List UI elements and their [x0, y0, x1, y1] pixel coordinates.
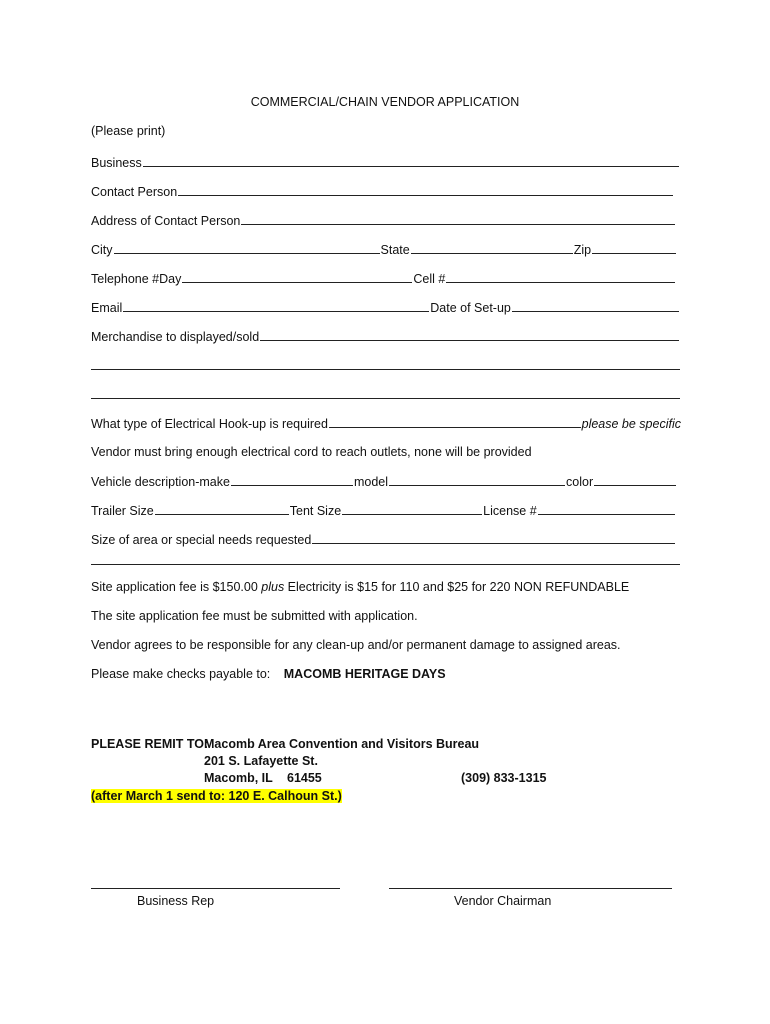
- checks-payee: MACOMB HERITAGE DAYS: [283, 667, 446, 681]
- zip-label: Zip: [573, 243, 592, 257]
- form-title: COMMERCIAL/CHAIN VENDOR APPLICATION: [250, 95, 520, 109]
- city-field[interactable]: [114, 253, 380, 254]
- area-row: [91, 529, 676, 547]
- vehicle-make-label: Vehicle description-make: [91, 475, 230, 489]
- address-label: Address of Contact Person: [91, 214, 241, 228]
- contact-person-label: Contact Person: [91, 185, 178, 199]
- electrical-row: [91, 413, 681, 431]
- license-label: License #: [483, 504, 537, 518]
- area-line-2[interactable]: [91, 564, 680, 565]
- business-label: Business: [91, 156, 142, 170]
- responsibility-note: Vendor agrees to be responsible for any clean-up and/or permanent damage to assigned areas.: [91, 638, 621, 652]
- business-field[interactable]: [143, 166, 679, 167]
- address-field[interactable]: [241, 224, 675, 225]
- email-label: Email: [91, 301, 123, 315]
- email-field[interactable]: [123, 311, 429, 312]
- electrical-field[interactable]: [329, 427, 581, 428]
- business-rep-signature-line[interactable]: [91, 888, 340, 889]
- remit-after-note: (after March 1 send to: 120 E. Calhoun St.): [91, 789, 342, 803]
- area-field[interactable]: [312, 543, 675, 544]
- trailer-size-label: Trailer Size: [91, 504, 154, 518]
- vendor-chairman-signature-line[interactable]: [389, 888, 672, 889]
- merchandise-label: Merchandise to displayed/sold: [91, 330, 260, 344]
- remit-street: 201 S. Lafayette St.: [204, 754, 318, 768]
- telephone-row: [91, 268, 676, 286]
- vehicle-make-field[interactable]: [231, 485, 353, 486]
- merchandise-line-2[interactable]: [91, 369, 680, 370]
- checks-label: Please make checks payable to:: [91, 667, 271, 681]
- fee-note-part1: Site application fee is $150.00: [91, 580, 262, 594]
- contact-person-row: [91, 181, 674, 199]
- merchandise-line-3[interactable]: [91, 398, 680, 399]
- please-print-note: (Please print): [91, 124, 166, 138]
- trailer-size-field[interactable]: [155, 514, 289, 515]
- vehicle-row: [91, 471, 677, 489]
- tent-size-field[interactable]: [342, 514, 482, 515]
- license-field[interactable]: [538, 514, 675, 515]
- telephone-day-label: Telephone #Day: [91, 272, 182, 286]
- fee-note: [91, 580, 629, 594]
- electrical-note: please be specific: [581, 417, 681, 431]
- remit-label: PLEASE REMIT TO:: [91, 737, 209, 751]
- state-label: State: [380, 243, 410, 257]
- cell-label: Cell #: [413, 272, 446, 286]
- vendor-chairman-label: Vendor Chairman: [454, 894, 552, 908]
- fee-note-part2: Electricity is $15 for 110 and $25 for 220 NON REFUNDABLE: [284, 580, 630, 594]
- fee-submit-note: The site application fee must be submitted with application.: [91, 609, 418, 623]
- zip-field[interactable]: [592, 253, 676, 254]
- telephone-day-field[interactable]: [182, 282, 412, 283]
- date-setup-label: Date of Set-up: [430, 301, 511, 315]
- city-label: City: [91, 243, 113, 257]
- business-row: [91, 152, 680, 170]
- trailer-row: [91, 500, 676, 518]
- date-setup-field[interactable]: [512, 311, 679, 312]
- model-label: model: [353, 475, 389, 489]
- tent-size-label: Tent Size: [289, 504, 342, 518]
- electrical-label: What type of Electrical Hook-up is required: [91, 417, 328, 431]
- area-label: Size of area or special needs requested: [91, 533, 312, 547]
- cell-field[interactable]: [446, 282, 675, 283]
- merchandise-field[interactable]: [260, 340, 679, 341]
- model-field[interactable]: [389, 485, 565, 486]
- checks-note: [91, 667, 446, 681]
- merchandise-row: [91, 326, 680, 344]
- remit-city: Macomb, IL: [204, 771, 273, 785]
- remit-phone: (309) 833-1315: [461, 771, 547, 785]
- business-rep-label: Business Rep: [137, 894, 215, 908]
- email-row: [91, 297, 680, 315]
- fee-note-plus: plus: [261, 580, 285, 594]
- color-label: color: [566, 475, 594, 489]
- remit-org: Macomb Area Convention and Visitors Bureau: [204, 737, 480, 751]
- cord-note: Vendor must bring enough electrical cord to reach outlets, none will be provided: [91, 445, 532, 459]
- contact-person-field[interactable]: [178, 195, 673, 196]
- address-row: [91, 210, 676, 228]
- color-field[interactable]: [594, 485, 676, 486]
- remit-zip: 61455: [287, 771, 322, 785]
- city-state-zip-row: [91, 239, 677, 257]
- state-field[interactable]: [411, 253, 573, 254]
